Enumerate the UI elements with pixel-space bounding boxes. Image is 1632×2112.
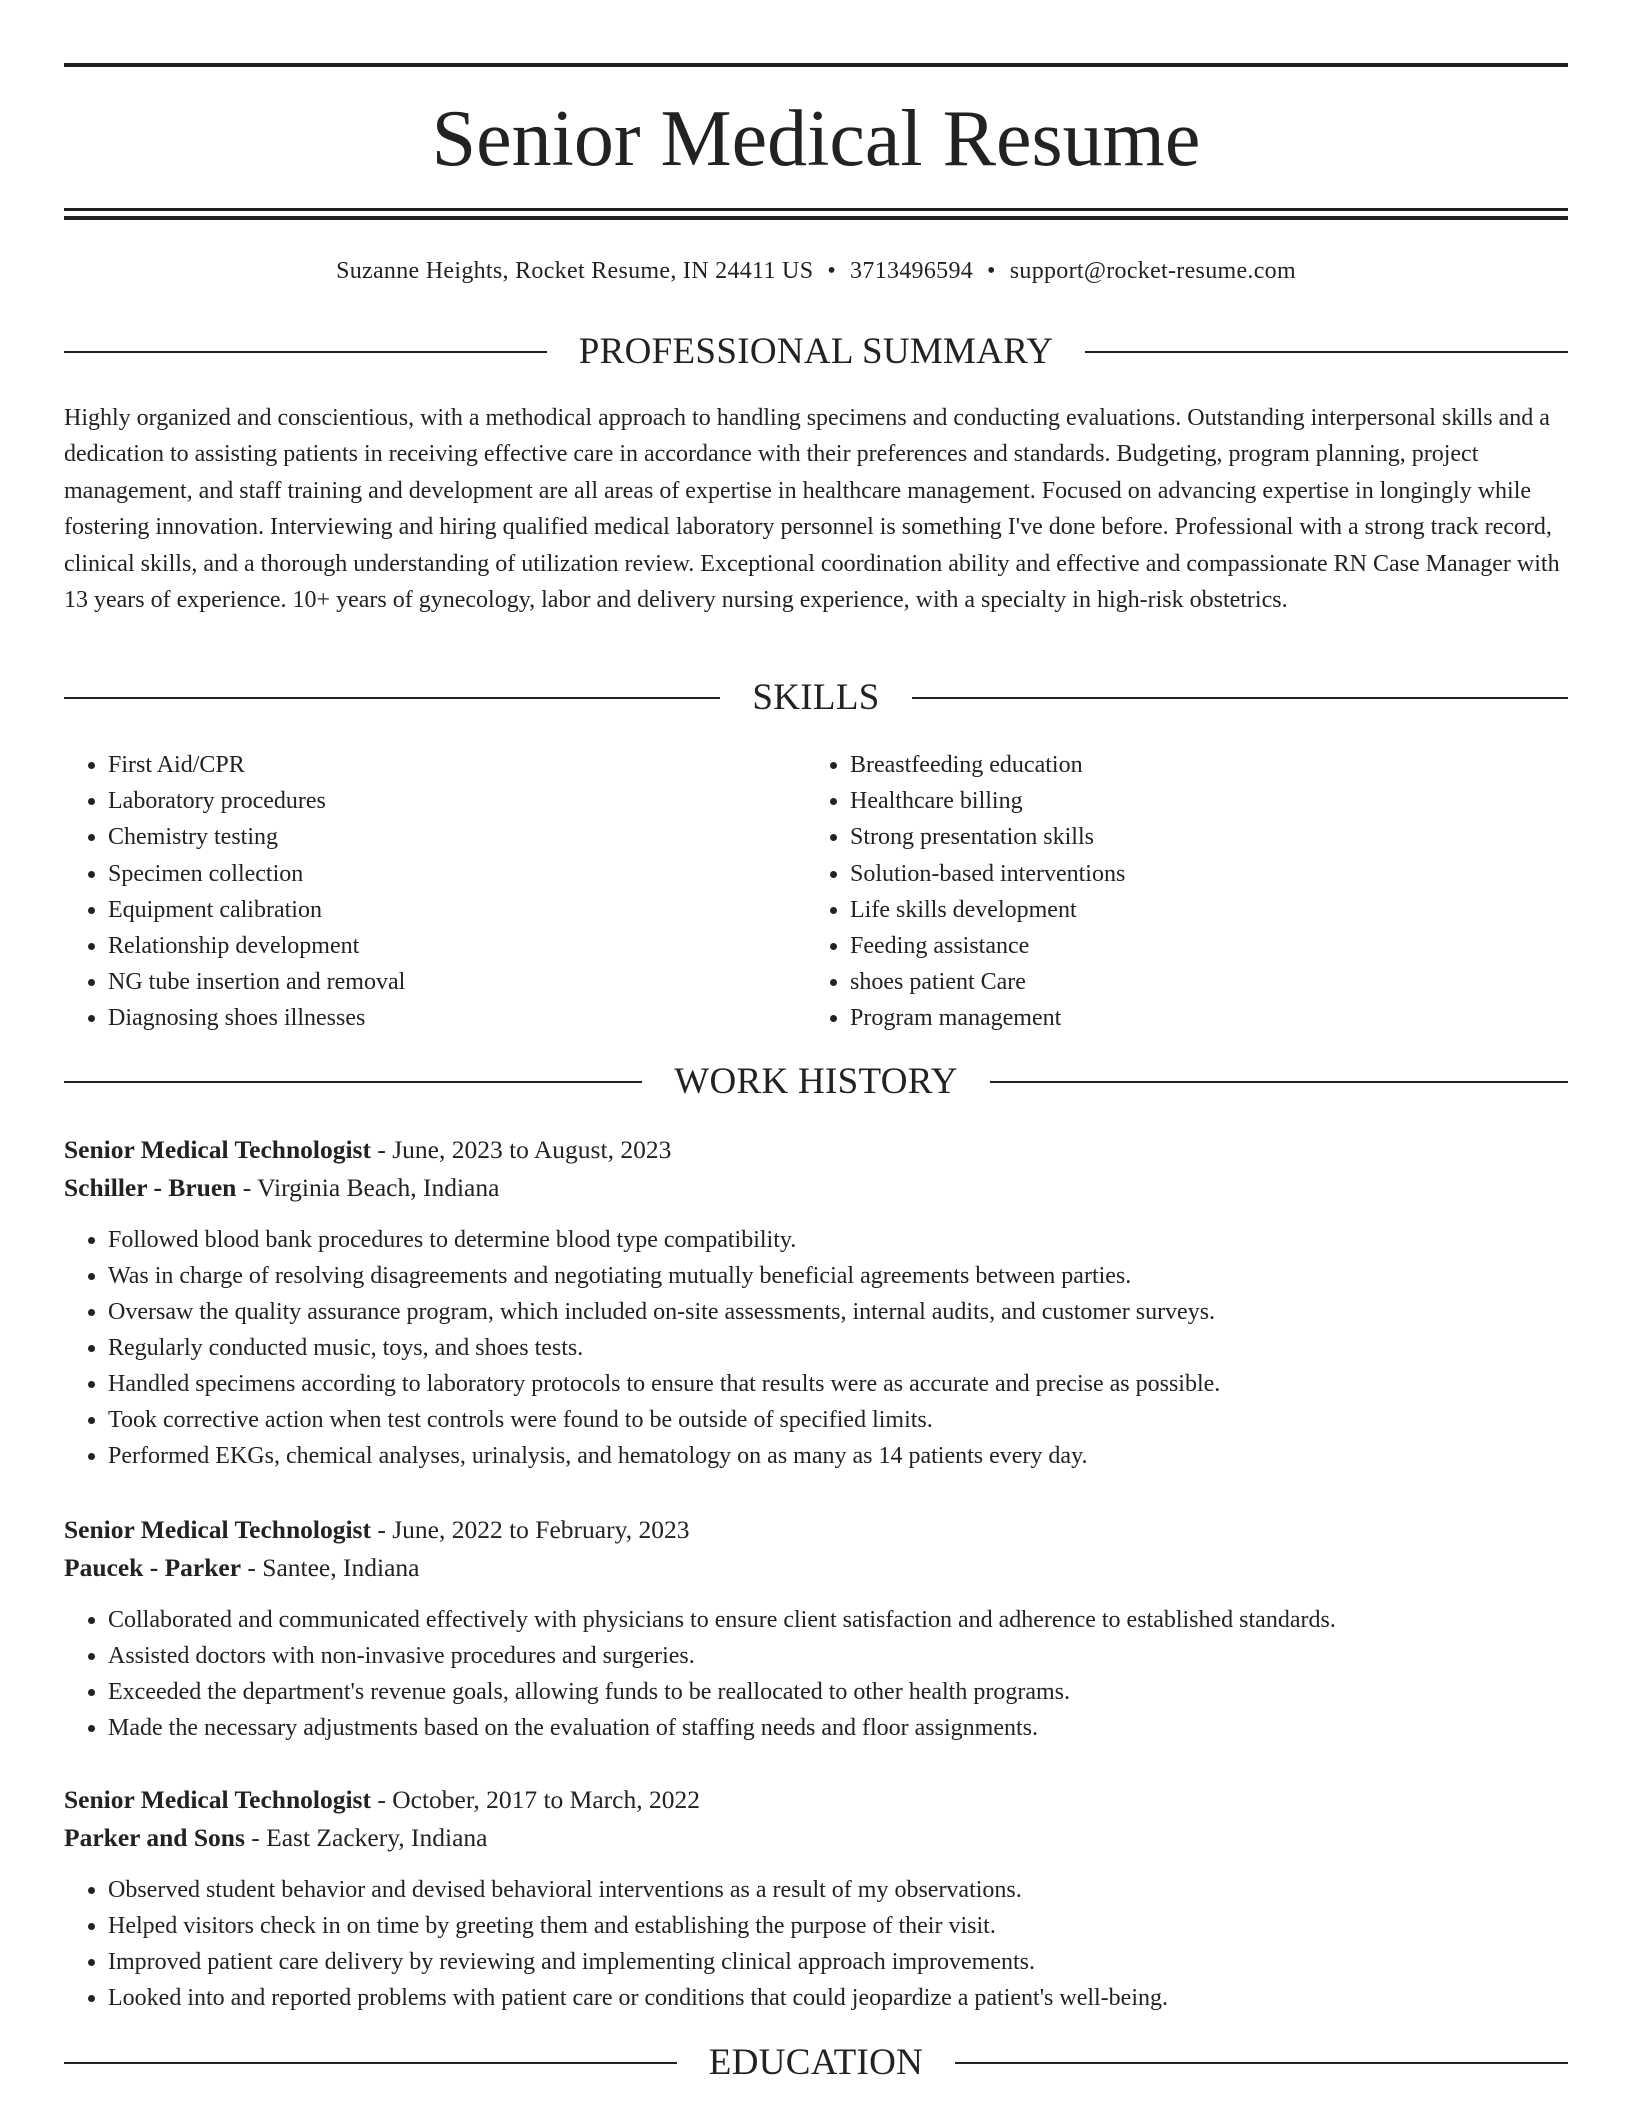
contact-line — [64, 255, 1568, 287]
skill-item: • Specimen collection — [108, 856, 806, 892]
skill-item: • Life skills development — [850, 892, 1548, 928]
job-bullets — [64, 1602, 1568, 1746]
summary-heading — [64, 330, 1568, 374]
job-title: Senior Medical Technologist — [64, 1785, 371, 1814]
job-title-line — [64, 1131, 1568, 1169]
header-bottom-rule-upper — [64, 208, 1568, 211]
job-bullet: • Observed student behavior and devised behavioral interventions as a result of my observations. — [108, 1872, 1568, 1908]
job-title: Senior Medical Technologist — [64, 1135, 371, 1164]
skills-list — [64, 747, 1568, 1037]
skill-item: • Diagnosing shoes illnesses — [108, 1000, 806, 1036]
page-title: Senior Medical Resume — [431, 95, 1201, 183]
job-bullet: • Was in charge of resolving disagreements and negotiating mutually beneficial agreements between parties. — [108, 1258, 1568, 1294]
job-entry — [64, 1131, 1568, 1474]
skill-item: • Relationship development — [108, 928, 806, 964]
skill-item: • shoes patient Care — [850, 964, 1548, 1000]
section-heading-label: EDUCATION — [708, 2042, 924, 2083]
job-dates: - June, 2023 to August, 2023 — [377, 1135, 672, 1164]
contact-address: Suzanne Heights, Rocket Resume, IN 24411 US — [336, 258, 814, 284]
job-title-line — [64, 1781, 1568, 1819]
job-bullet: • Made the necessary adjustments based on the evaluation of staffing needs and floor assignments. — [108, 1710, 1568, 1746]
job-company: Paucek - Parker — [64, 1553, 242, 1582]
job-company-line — [64, 1169, 1568, 1207]
skill-item: • Healthcare billing — [850, 783, 1548, 819]
skill-item: • Equipment calibration — [108, 892, 806, 928]
job-location: - Virginia Beach, Indiana — [242, 1173, 500, 1202]
skill-item: • Breastfeeding education — [850, 747, 1548, 783]
job-bullet: • Oversaw the quality assurance program, which included on-site assessments, internal audits, and customer surveys. — [108, 1294, 1568, 1330]
contact-phone: 3713496594 — [850, 258, 974, 284]
job-company-line — [64, 1549, 1568, 1587]
skills-column-left — [64, 747, 806, 1037]
skill-item: • Strong presentation skills — [850, 819, 1548, 855]
job-bullet: • Looked into and reported problems with patient care or conditions that could jeopardize a patient's well-being. — [108, 1980, 1568, 2016]
divider — [955, 2062, 1568, 2064]
divider — [912, 697, 1568, 699]
section-heading-label: SKILLS — [752, 677, 880, 718]
job-dates: - June, 2022 to February, 2023 — [377, 1515, 690, 1544]
job-bullet: • Assisted doctors with non-invasive procedures and surgeries. — [108, 1638, 1568, 1674]
contact-separator: • — [987, 258, 996, 284]
job-company: Parker and Sons — [64, 1823, 245, 1852]
header-bottom-rule-lower — [64, 216, 1568, 220]
job-bullet: • Handled specimens according to laboratory protocols to ensure that results were as accurate and precise as possible. — [108, 1366, 1568, 1402]
job-location: - East Zackery, Indiana — [251, 1823, 488, 1852]
divider — [64, 351, 547, 353]
skill-item: • Program management — [850, 1000, 1548, 1036]
section-heading-label: WORK HISTORY — [674, 1061, 958, 1102]
skill-item: • Feeding assistance — [850, 928, 1548, 964]
job-bullet: • Took corrective action when test controls were found to be outside of specified limits. — [108, 1402, 1568, 1438]
work-history-heading — [64, 1060, 1568, 1104]
skill-item: • NG tube insertion and removal — [108, 964, 806, 1000]
job-dates: - October, 2017 to March, 2022 — [377, 1785, 700, 1814]
job-company: Schiller - Bruen — [64, 1173, 237, 1202]
skill-item: • First Aid/CPR — [108, 747, 806, 783]
job-bullets — [64, 1222, 1568, 1474]
skill-item: • Chemistry testing — [108, 819, 806, 855]
divider — [990, 1081, 1568, 1083]
skills-column-right — [806, 747, 1548, 1037]
skill-item: • Laboratory procedures — [108, 783, 806, 819]
header-top-rule — [64, 63, 1568, 67]
contact-email: support@rocket-resume.com — [1009, 258, 1296, 284]
job-company-line — [64, 1819, 1568, 1857]
section-heading-label: PROFESSIONAL SUMMARY — [578, 331, 1054, 372]
job-entry — [64, 1781, 1568, 2016]
divider — [64, 2062, 677, 2064]
job-bullet: • Collaborated and communicated effectively with physicians to ensure client satisfaction and adherence to established standards. — [108, 1602, 1568, 1638]
job-entry — [64, 1511, 1568, 1746]
divider — [64, 697, 720, 699]
job-bullet: • Followed blood bank procedures to determine blood type compatibility. — [108, 1222, 1568, 1258]
job-location: - Santee, Indiana — [247, 1553, 420, 1582]
job-title-line — [64, 1511, 1568, 1549]
skill-item: • Solution-based interventions — [850, 856, 1548, 892]
job-bullet: • Helped visitors check in on time by greeting them and establishing the purpose of their visit. — [108, 1908, 1568, 1944]
job-bullet: • Exceeded the department's revenue goals, allowing funds to be reallocated to other health programs. — [108, 1674, 1568, 1710]
job-bullet: • Performed EKGs, chemical analyses, urinalysis, and hematology on as many as 14 patients every day. — [108, 1438, 1568, 1474]
summary-text: Highly organized and conscientious, with a methodical approach to handling specimens and conducting evaluations. Outstanding interpersonal skills and a dedication to assisting patients in receiving effective care in accordance with their preferences and standards. Budgeting, program planning, project management, and staff training and development are all areas of expertise in healthcare management. Focused on advancing expertise in longingly while fostering innovation. Interviewing and hiring qualified medical laboratory personnel is something I've done before. Professional with a strong track record, clinical skills, and a thorough understanding of utilization review. Exceptional coordination ability and effective and compassionate RN Case Manager with 13 years of experience. 10+ years of gynecology, labor and delivery nursing experience, with a specialty in high-risk obstetrics. — [64, 405, 1560, 614]
skills-heading — [64, 676, 1568, 720]
contact-separator: • — [827, 258, 837, 284]
job-bullet: • Regularly conducted music, toys, and shoes tests. — [108, 1330, 1568, 1366]
job-bullets — [64, 1872, 1568, 2016]
education-heading — [64, 2041, 1568, 2085]
job-title: Senior Medical Technologist — [64, 1515, 371, 1544]
job-bullet: • Improved patient care delivery by reviewing and implementing clinical approach improvements. — [108, 1944, 1568, 1980]
divider — [64, 1081, 642, 1083]
divider — [1085, 351, 1568, 353]
